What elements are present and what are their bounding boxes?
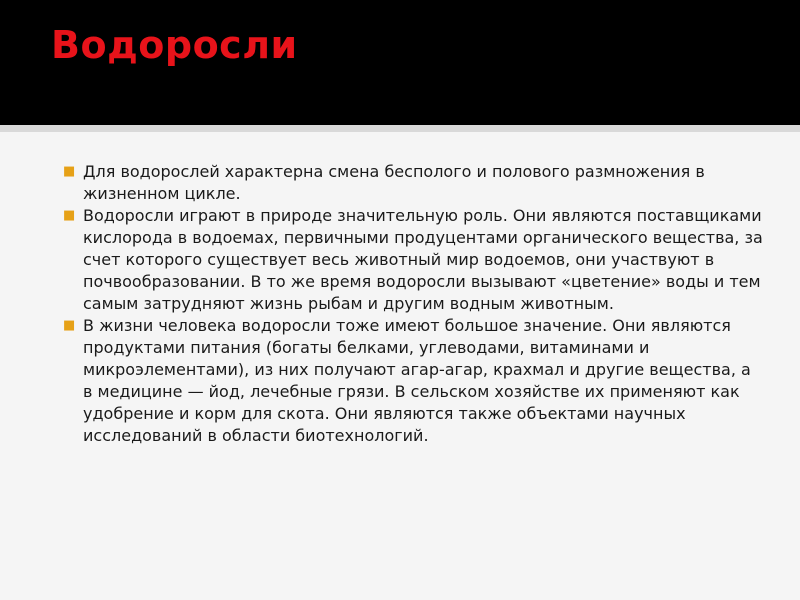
slide-header xyxy=(0,0,800,125)
bullet-text: Для водорослей характерна смена бесполого и полового размножения в жизненном цикле. xyxy=(83,162,705,203)
square-bullet-icon: ■ xyxy=(63,164,76,179)
square-bullet-icon: ■ xyxy=(63,318,76,333)
bullet-item xyxy=(63,205,763,315)
square-bullet-icon: ■ xyxy=(63,208,76,223)
slide-body xyxy=(0,132,800,600)
bullet-item xyxy=(63,315,763,447)
bullet-list xyxy=(63,161,763,447)
slide-title: Водоросли xyxy=(51,23,298,67)
header-separator xyxy=(0,125,800,132)
bullet-item xyxy=(63,161,763,205)
bullet-text: В жизни человека водоросли тоже имеют большое значение. Они являются продуктами питания (богаты белками, углеводами, витаминами и микроэлементами), из них получают агар-агар, крахмал и другие вещества, а в медицине — йод, лечебные грязи. В сельском хозяйстве их применяют как удобрение и корм для скота. Они являются также объектами научных исследований в области биотехнологий. xyxy=(83,316,751,445)
bullet-text: Водоросли играют в природе значительную роль. Они являются поставщиками кислорода в водоемах, первичными продуцентами органического вещества, за счет которого существует весь животный мир водоемов, они участвуют в почвообразовании. В то же время водоросли вызывают «цветение» воды и тем самым затрудняют жизнь рыбам и другим водным животным. xyxy=(83,206,763,313)
